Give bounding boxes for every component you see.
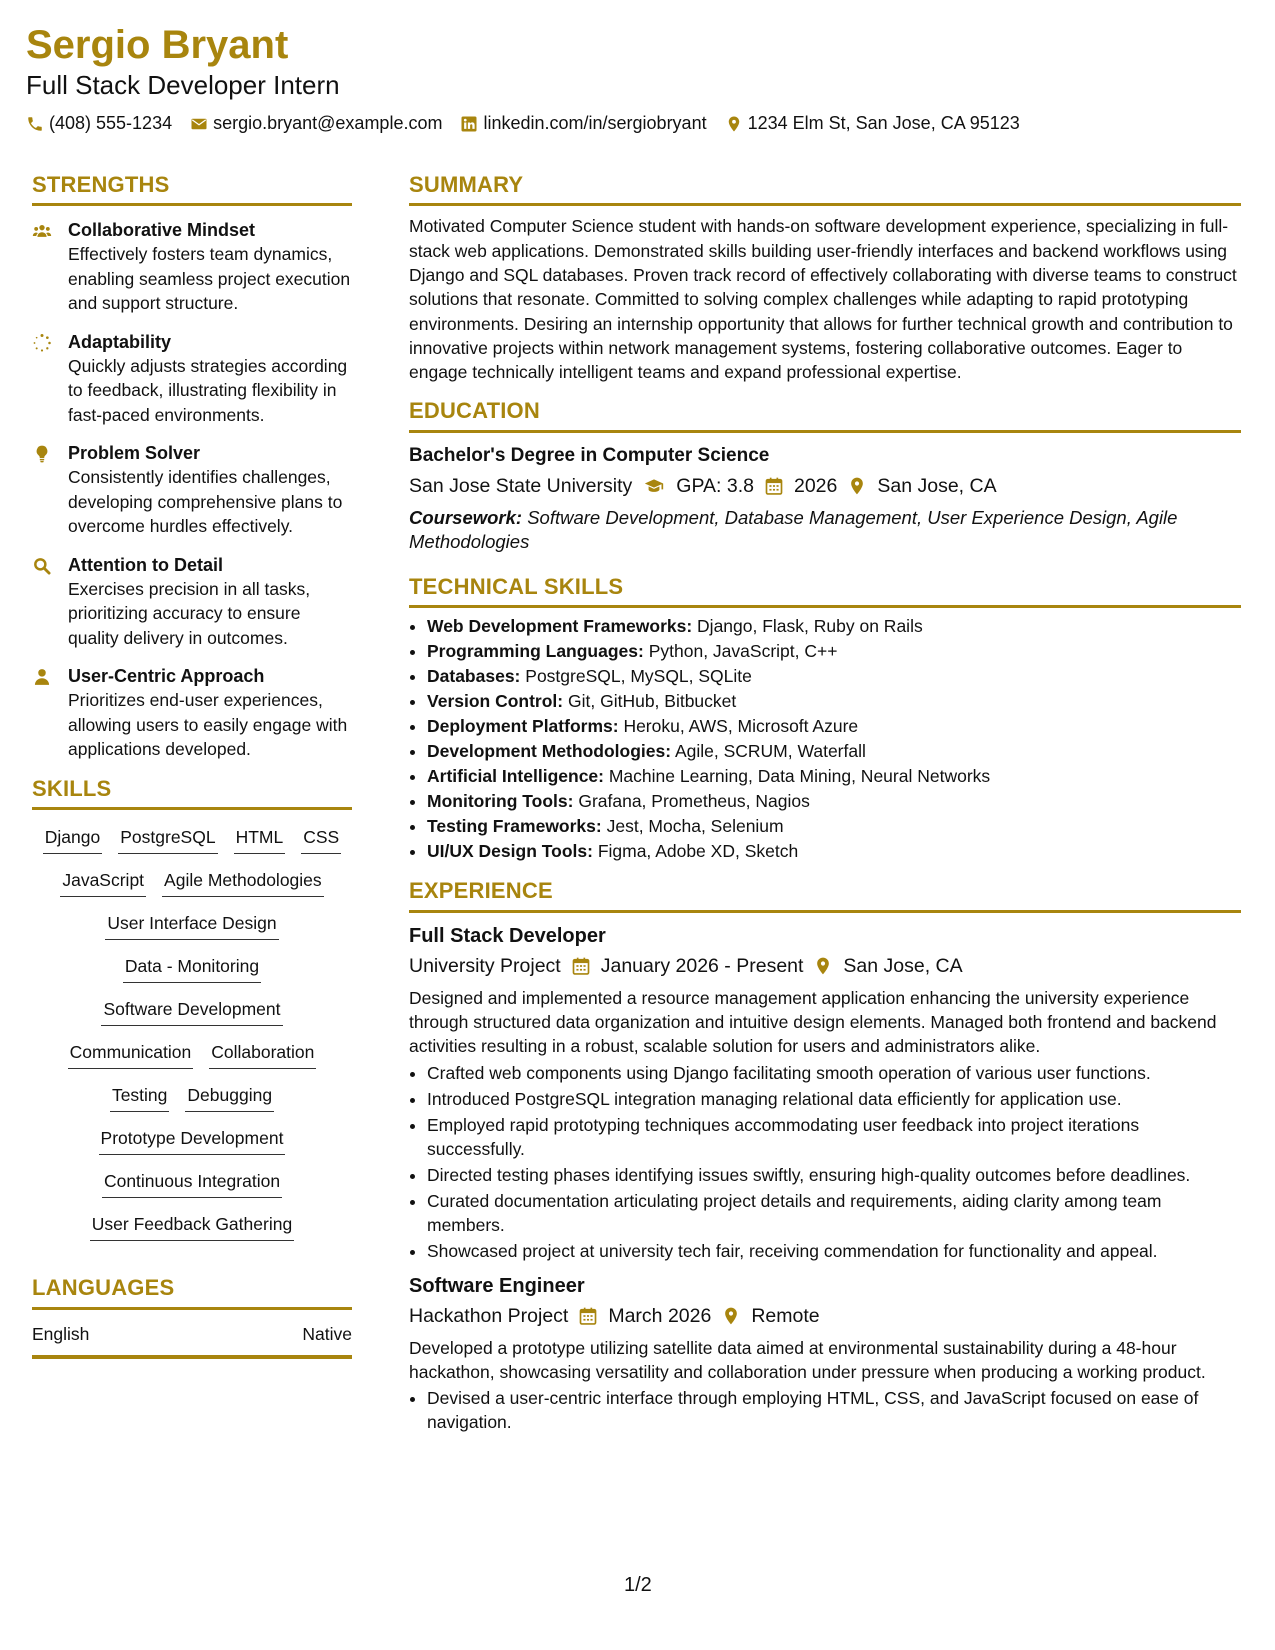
summary-heading: SUMMARY [409, 172, 1241, 206]
tech-skill-value: Heroku, AWS, Microsoft Azure [623, 716, 859, 737]
strength-item [32, 553, 352, 651]
tech-skill-label: Monitoring Tools: [427, 791, 574, 812]
skills-row [32, 1082, 352, 1112]
strength-title: Attention to Detail [68, 554, 223, 575]
strength-title: User-Centric Approach [68, 666, 265, 687]
tech-skill-item [427, 739, 1241, 764]
candidate-name: Sergio Bryant [26, 23, 289, 67]
strengths-list [32, 218, 352, 762]
experience-heading: EXPERIENCE [409, 878, 1241, 912]
skill-tag: CSS [301, 824, 341, 854]
tech-skill-value: Django, Flask, Ruby on Rails [697, 616, 923, 637]
email-text[interactable]: sergio.bryant@example.com [213, 113, 443, 134]
skills-row [32, 910, 352, 940]
skill-tag: Django [43, 824, 102, 854]
tech-skill-value: Agile, SCRUM, Waterfall [674, 741, 866, 762]
job-bullet: • Employed rapid prototyping techniques accommodating user feedback into project iterations successfully. [427, 1113, 1241, 1161]
skills-row [32, 1168, 352, 1198]
strengths-heading: STRENGTHS [32, 172, 352, 206]
calendar-icon [571, 956, 591, 976]
contact-address [725, 113, 1020, 134]
tech-skill-value: Python, JavaScript, C++ [648, 641, 838, 662]
envelope-icon [190, 115, 208, 133]
languages-heading: LANGUAGES [32, 1275, 352, 1309]
job-title: Full Stack Developer [409, 924, 606, 947]
calendar-icon [578, 1306, 598, 1326]
tech-skill-item [427, 764, 1241, 789]
job-location: Remote [751, 1304, 820, 1327]
job-org: University Project [409, 954, 561, 977]
calendar-icon [764, 476, 784, 496]
strength-item [32, 664, 352, 762]
strength-item [32, 441, 352, 539]
address-text: 1234 Elm St, San Jose, CA 95123 [747, 113, 1020, 134]
user-icon [32, 667, 52, 687]
spinner-icon [32, 333, 52, 353]
skill-tag: Collaboration [209, 1039, 316, 1069]
tech-skill-label: Testing Frameworks: [427, 816, 602, 837]
linkedin-icon [460, 115, 478, 133]
skills-row [32, 953, 352, 983]
tech-skill-label: Web Development Frameworks: [427, 616, 693, 637]
tech-skill-value: Grafana, Prometheus, Nagios [578, 791, 810, 812]
skill-tag: Data - Monitoring [123, 953, 261, 983]
tech-skill-label: Programming Languages: [427, 641, 644, 662]
technical-skills-heading: TECHNICAL SKILLS [409, 574, 1241, 608]
candidate-role: Full Stack Developer Intern [26, 70, 340, 100]
strength-title: Adaptability [68, 331, 172, 352]
gpa-text: GPA: 3.8 [676, 474, 754, 497]
skills-row [32, 824, 352, 854]
right-column [409, 172, 1241, 1436]
skill-tag: PostgreSQL [118, 824, 217, 854]
tech-skill-item [427, 614, 1241, 639]
strength-desc: Quickly adjusts strategies according to feedback, illustrating flexibility in fast-paced environments. [68, 355, 348, 425]
skill-tag: Agile Methodologies [162, 867, 324, 897]
search-icon [32, 556, 52, 576]
job-description: Designed and implemented a resource management application enhancing the university experience through structured data organization and intuitive design elements. Managed both frontend and backend activities resulting in a robust, scalable solution for users and administrators alike. [409, 987, 1217, 1057]
tech-skill-label: Deployment Platforms: [427, 716, 619, 737]
tech-skill-value: Figma, Adobe XD, Sketch [597, 841, 799, 862]
education-heading: EDUCATION [409, 398, 1241, 432]
job-bullet: • Showcased project at university tech fair, receiving commendation for functionality and appeal. [427, 1239, 1241, 1263]
job-description: Developed a prototype utilizing satellite data aimed at environmental sustainability during a 48-hour hackathon, showcasing versatility and collaboration under pressure when producing a working product. [409, 1337, 1206, 1382]
job-bullet: • Crafted web components using Django facilitating smooth operation of various user functions. [427, 1061, 1241, 1085]
skills-row [32, 867, 352, 897]
map-pin-icon [725, 115, 743, 133]
strength-desc: Prioritizes end-user experiences, allowing users to easily engage with applications developed. [68, 690, 348, 760]
tech-skill-label: Databases: [427, 666, 521, 687]
resume-header [26, 22, 1246, 134]
skills-row [32, 1211, 352, 1241]
experience-entry [409, 923, 1241, 1263]
education-location: San Jose, CA [877, 474, 997, 497]
phone-text: (408) 555-1234 [49, 113, 173, 134]
job-bullet: • Devised a user-centric interface through employing HTML, CSS, and JavaScript focused on ease of navigation. [427, 1386, 1241, 1434]
tech-skill-item [427, 714, 1241, 739]
map-pin-icon [813, 956, 833, 976]
map-pin-icon [721, 1306, 741, 1326]
skill-tag: User Feedback Gathering [90, 1211, 294, 1241]
strength-desc: Exercises precision in all tasks, prioritizing accuracy to ensure quality delivery in outcomes. [68, 578, 311, 648]
job-dates: January 2026 - Present [600, 954, 804, 977]
left-column [32, 172, 352, 1359]
skill-tag: JavaScript [60, 867, 146, 897]
lightbulb-icon [32, 444, 52, 464]
skill-tag: Communication [68, 1039, 194, 1069]
contact-bar [26, 113, 1246, 134]
language-row [32, 1324, 352, 1359]
linkedin-text[interactable]: linkedin.com/in/sergiobryant [483, 113, 707, 134]
job-dates: March 2026 [608, 1304, 712, 1327]
tech-skill-label: Artificial Intelligence: [427, 766, 604, 787]
skill-tag: Software Development [101, 996, 282, 1026]
tech-skill-label: Version Control: [427, 691, 564, 712]
coursework-text: Software Development, Database Management, User Experience Design, Agile Methodologies [409, 506, 1178, 552]
summary-text: Motivated Computer Science student with hands-on software development experience, specializing in full-stack web applications. Demonstrated skills building user-friendly interfaces and backend workflows using Django and SQL databases. Proven track record of effectively collaborating with diverse teams to construct solutions that resonate. Committed to solving complex challenges while adapting to rapid prototyping environments. Desiring an internship opportunity that allows for further technical growth and contribution to innovative projects within network management systems, fostering collaborative outcomes. Eager to engage technically intelligent teams and expand professional expertise. [409, 216, 1237, 383]
skills-row [32, 996, 352, 1026]
map-pin-icon [847, 476, 867, 496]
tech-skill-value: Machine Learning, Data Mining, Neural Networks [608, 766, 991, 787]
tech-skill-value: Git, GitHub, Bitbucket [568, 691, 737, 712]
tech-skill-label: UI/UX Design Tools: [427, 841, 593, 862]
language-level: Native [302, 1323, 352, 1344]
tech-skill-item [427, 664, 1241, 689]
job-title: Software Engineer [409, 1274, 585, 1297]
skill-tag: User Interface Design [105, 910, 278, 940]
strength-desc: Effectively fosters team dynamics, enabling seamless project execution and support structure. [68, 244, 351, 314]
graduation-cap-icon [642, 476, 666, 496]
job-bullet: • Curated documentation articulating project details and requirements, aiding clarity among team members. [427, 1189, 1241, 1237]
job-meta [409, 952, 1241, 980]
skill-tag: Continuous Integration [102, 1168, 282, 1198]
job-bullets [409, 1061, 1241, 1263]
job-meta [409, 1302, 1241, 1330]
coursework-label: Coursework: [409, 506, 523, 528]
skills-row [32, 1039, 352, 1069]
page-number: 1/2 [624, 1574, 652, 1596]
tech-skill-item [427, 789, 1241, 814]
degree-title: Bachelor's Degree in Computer Science [409, 444, 770, 466]
technical-skills-list [409, 614, 1241, 864]
phone-icon [26, 115, 44, 133]
strength-item [32, 218, 352, 316]
job-bullets [409, 1386, 1241, 1434]
tech-skill-item [427, 689, 1241, 714]
job-org: Hackathon Project [409, 1304, 569, 1327]
strength-title: Collaborative Mindset [68, 220, 256, 241]
contact-email[interactable] [190, 113, 442, 134]
skill-tag: Testing [110, 1082, 169, 1112]
skill-tag: HTML [234, 824, 286, 854]
job-bullet: • Directed testing phases identifying issues swiftly, ensuring high-quality outcomes before deadlines. [427, 1163, 1241, 1187]
tech-skill-value: Jest, Mocha, Selenium [606, 816, 784, 837]
skill-tag: Prototype Development [99, 1125, 286, 1155]
tech-skill-item [427, 639, 1241, 664]
school-name: San Jose State University [409, 474, 633, 497]
skill-tag: Debugging [185, 1082, 274, 1112]
strength-title: Problem Solver [68, 443, 201, 464]
job-bullet: • Introduced PostgreSQL integration managing relational data efficiently for application use. [427, 1087, 1241, 1111]
tech-skill-item [427, 814, 1241, 839]
graduation-year: 2026 [793, 474, 838, 497]
skills-heading: SKILLS [32, 776, 352, 810]
coursework [409, 506, 1241, 554]
tech-skill-value: PostgreSQL, MySQL, SQLite [525, 666, 752, 687]
language-name: English [32, 1323, 90, 1344]
strength-desc: Consistently identifies challenges, developing comprehensive plans to overcome hurdles effectively. [68, 467, 343, 537]
contact-phone [26, 113, 172, 134]
contact-linkedin[interactable] [460, 113, 706, 134]
job-location: San Jose, CA [843, 954, 963, 977]
tech-skill-item [427, 839, 1241, 864]
experience-entry [409, 1273, 1241, 1435]
strength-item [32, 330, 352, 428]
skills-tags [32, 824, 352, 1241]
users-icon [32, 221, 52, 241]
education-meta [409, 472, 1241, 500]
tech-skill-label: Development Methodologies: [427, 741, 672, 762]
skills-row [32, 1125, 352, 1155]
